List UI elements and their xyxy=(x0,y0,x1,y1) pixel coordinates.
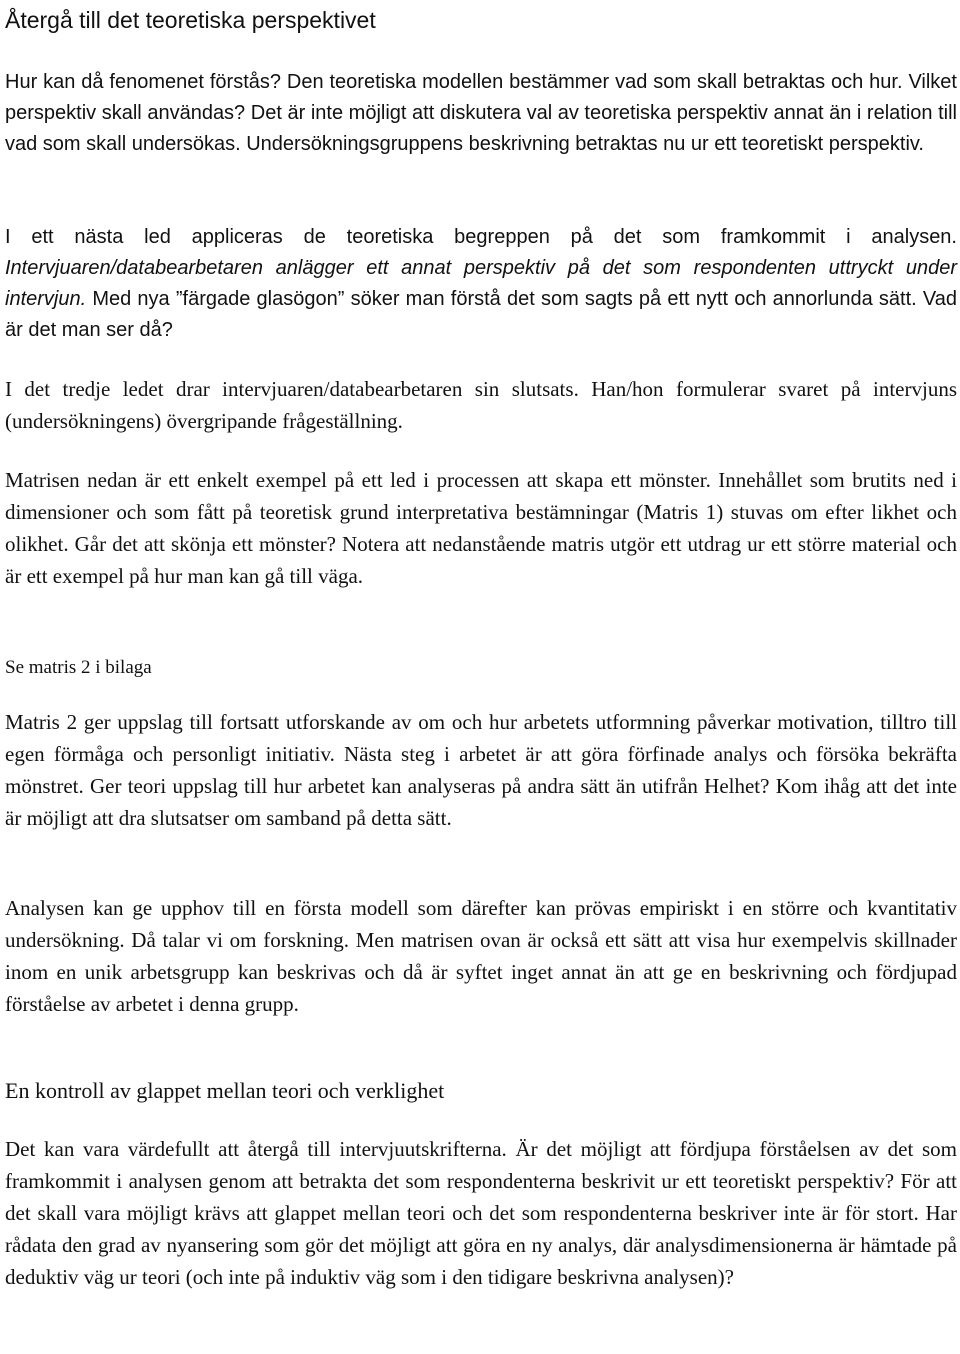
paragraph-matrix-2: Matris 2 ger uppslag till fortsatt utforskande av om och hur arbetets utformning påverkar motivation, tilltro till egen förmåga och personligt initiativ. Nästa steg i arbetet är att göra förfinade analys och försöka bekräfta mönstret. Ger teori uppslag till hur arbetet kan analyseras på andra sätt än utifrån Helhet? Kom ihåg att det inte är möjligt att dra slutsatser om samband på detta sätt. xyxy=(5,710,957,830)
paragraph-next-step-rest: Med nya ”färgade glasögon” söker man förstå det som sagts på ett nytt och annorlunda sätt. Vad är det man ser då? xyxy=(5,288,957,341)
paragraph-gap-check: Det kan vara värdefullt att återgå till intervjuutskrifterna. Är det möjligt att fördjupa förståelsen av det som framkommit i analysen genom att betrakta det som respondenterna beskrivit ur ett teoretiskt perspektiv? För att det skall vara möjligt krävs att glappet mellan teori och det som respondenterna beskriver inte är för stort. Har rådata den grad av nyansering som gör det möjligt att göra en ny analys, där analysdimensionerna är hämtade på deduktiv väg ur teori (och inte på induktiv väg som i den tidigare beskrivna analysen)? xyxy=(5,1137,957,1289)
paragraph-next-step xyxy=(5,222,957,346)
paragraph-matrix-example: Matrisen nedan är ett enkelt exempel på ett led i processen att skapa ett mönster. Innehållet som brutits ned i dimensioner och som fått på teoretisk grund interpretativa bestämningar (Matris 1) stuvas om efter likhet och olikhet. Går det att skönja ett mönster? Notera att nedanstående matris utgör ett utdrag ur ett större material och är ett exempel på hur man kan gå till väga. xyxy=(5,468,957,588)
paragraph-third-step: I det tredje ledet drar intervjuaren/databearbetaren sin slutsats. Han/hon formulerar svaret på intervjuns (undersökningens) övergripande frågeställning. xyxy=(5,377,957,433)
section-heading: Återgå till det teoretiska perspektivet xyxy=(5,7,376,33)
subheading-gap-check: En kontroll av glappet mellan teori och verklighet xyxy=(5,1078,445,1103)
subheading-see-matrix: Se matris 2 i bilaga xyxy=(5,657,152,678)
paragraph-next-step-lead: I ett nästa led appliceras de teoretiska begreppen på det som framkommit i analysen. xyxy=(5,226,957,248)
paragraph-intro: Hur kan då fenomenet förstås? Den teoretiska modellen bestämmer vad som skall betraktas och hur. Vilket perspektiv skall användas? Det är inte möjligt att diskutera val av teoretiska perspektiv annat än i relation till vad som skall undersökas. Undersökningsgruppens beskrivning betraktas nu ur ett teoretiskt perspektiv. xyxy=(5,71,957,155)
paragraph-analysis-model: Analysen kan ge upphov till en första modell som därefter kan prövas empiriskt i en större och kvantitativ undersökning. Då talar vi om forskning. Men matrisen ovan är också ett sätt att visa hur exempelvis skillnader inom en unik arbetsgrupp kan beskrivas och då är syftet inget annat än att ge en beskrivning och fördjupad förståelse av arbetet i denna grupp. xyxy=(5,896,957,1016)
paragraph-next-step-emphasis: Intervjuaren/databearbetaren anlägger ett annat perspektiv på det som respondenten uttryckt under intervjun. xyxy=(5,257,957,310)
